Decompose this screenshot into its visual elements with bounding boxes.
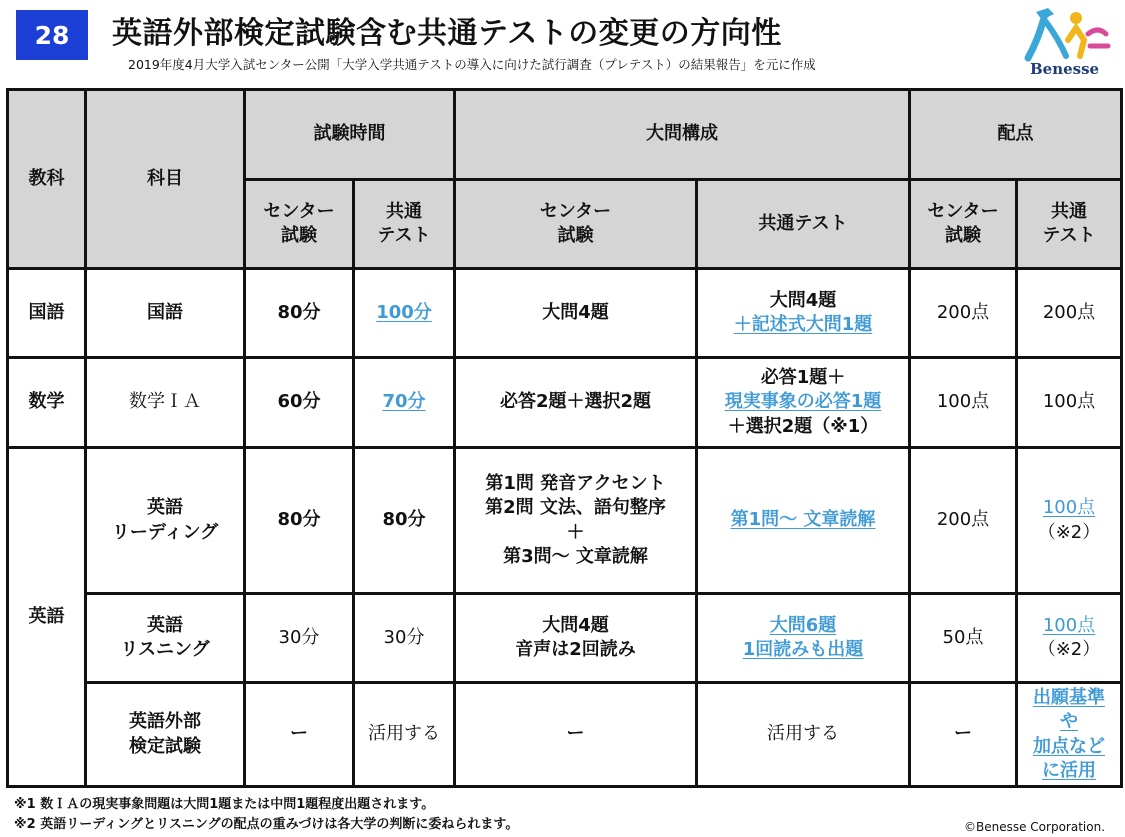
cell-area-english: 英語 <box>8 448 86 787</box>
cell-struct-center: 必答2題＋選択2題 <box>455 358 697 448</box>
cell-struct-center: 大問4題 <box>455 269 697 358</box>
page-title: 英語外部検定試験含む共通テストの変更の方向性 <box>112 16 782 51</box>
table-row-external-exam <box>8 683 1122 787</box>
cell-time-common: 30分 <box>354 594 455 683</box>
cell-struct-center: ー <box>455 683 697 787</box>
cell-struct-common: 活用する <box>697 683 910 787</box>
header-time-common: 共通 テスト <box>354 180 455 269</box>
cell-subject: 数学ＩＡ <box>86 358 245 448</box>
cell-struct-common: 大問4題 ＋記述式大問1題 <box>697 269 910 358</box>
copyright: ©Benesse Corporation. <box>964 820 1106 834</box>
cell-struct-center: 大問4題 音声は2回読み <box>455 594 697 683</box>
cell-subject: 英語外部 検定試験 <box>86 683 245 787</box>
header-row-1 <box>8 90 1122 180</box>
cell-time-common: 活用する <box>354 683 455 787</box>
table-row-math <box>8 358 1122 448</box>
footnotes <box>14 795 518 835</box>
cell-time-center: 60分 <box>245 358 354 448</box>
cell-struct-common: 必答1題＋ 現実事象の必答1題 ＋選択2題（※1） <box>697 358 910 448</box>
cell-area: 国語 <box>8 269 86 358</box>
table-row-japanese <box>8 269 1122 358</box>
header-time-center: センター 試験 <box>245 180 354 269</box>
cell-time-common: 70分 <box>354 358 455 448</box>
header-subject-area: 教科 <box>8 90 86 269</box>
header-struct-center: センター 試験 <box>455 180 697 269</box>
cell-time-center: ー <box>245 683 354 787</box>
cell-points-common: 100点 （※2） <box>1017 448 1122 594</box>
cell-area: 数学 <box>8 358 86 448</box>
cell-subject: 国語 <box>86 269 245 358</box>
cell-points-center: 100点 <box>910 358 1017 448</box>
header-structure: 大問構成 <box>455 90 910 180</box>
header-subject: 科目 <box>86 90 245 269</box>
cell-points-common: 出願基準 や 加点など に活用 <box>1017 683 1122 787</box>
header-points: 配点 <box>910 90 1122 180</box>
cell-points-center: 200点 <box>910 448 1017 594</box>
cell-subject: 英語 リーディング <box>86 448 245 594</box>
cell-points-common: 100点 （※2） <box>1017 594 1122 683</box>
cell-time-common: 100分 <box>354 269 455 358</box>
header-exam-time: 試験時間 <box>245 90 455 180</box>
cell-points-center: ー <box>910 683 1017 787</box>
cell-time-center: 30分 <box>245 594 354 683</box>
header-points-common: 共通 テスト <box>1017 180 1122 269</box>
cell-points-center: 50点 <box>910 594 1017 683</box>
header-points-center: センター 試験 <box>910 180 1017 269</box>
cell-subject: 英語 リスニング <box>86 594 245 683</box>
cell-struct-center: 第1問 発音アクセント 第2問 文法、語句整序 ＋ 第3問～ 文章読解 <box>455 448 697 594</box>
footnote-1: ※1 数ＩＡの現実事象問題は大問1題または中問1題程度出題されます。 <box>14 797 435 812</box>
page-subtitle: 2019年度4月大学入試センター公開「大学入学共通テストの導入に向けた試行調査（プレテスト）の結果報告」を元に作成 <box>128 57 816 72</box>
cell-time-center: 80分 <box>245 269 354 358</box>
cell-time-common: 80分 <box>354 448 455 594</box>
table-row-listening <box>8 594 1122 683</box>
header-struct-common: 共通テスト <box>697 180 910 269</box>
cell-points-common: 200点 <box>1017 269 1122 358</box>
table-row-reading <box>8 448 1122 594</box>
cell-points-center: 200点 <box>910 269 1017 358</box>
cell-time-center: 80分 <box>245 448 354 594</box>
footnote-2: ※2 英語リーディングとリスニングの配点の重みづけは各大学の判断に委ねられます。 <box>14 817 519 832</box>
cell-struct-common: 第1問～ 文章読解 <box>697 448 910 594</box>
cell-struct-common: 大問6題 1回読みも出題 <box>697 594 910 683</box>
page-number: 28 <box>16 10 88 60</box>
cell-points-common: 100点 <box>1017 358 1122 448</box>
comparison-table <box>6 88 1123 788</box>
benesse-logo-text: Benesse <box>1030 60 1100 78</box>
